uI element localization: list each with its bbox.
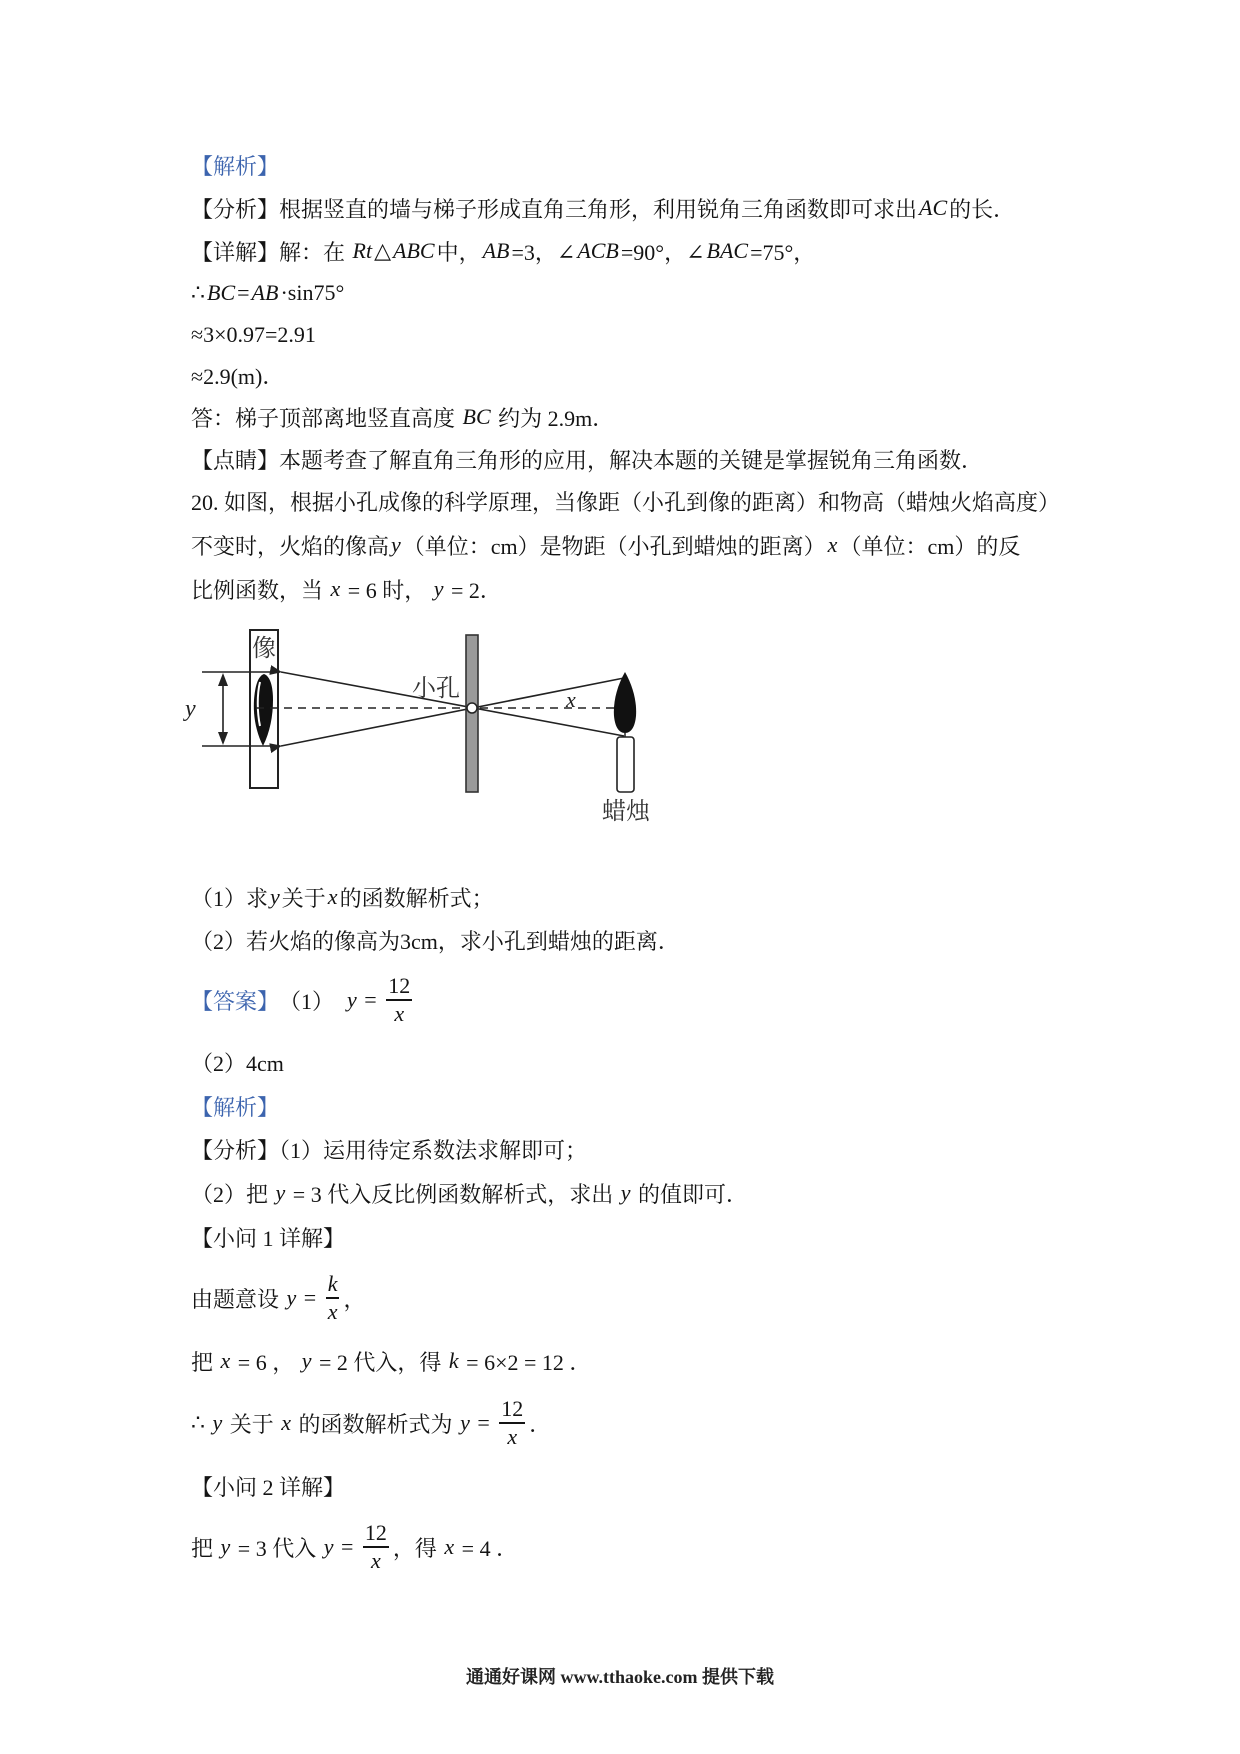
pinhole-diagram <box>180 620 680 830</box>
fraction-numerator: 12 <box>364 1520 387 1546</box>
text-run: （单位：cm）是物距（小孔到蜡烛的距离） <box>402 533 826 559</box>
math-variable: y <box>347 987 357 1012</box>
math-variable: y <box>460 1410 470 1435</box>
text-run: = <box>237 280 250 305</box>
text-run: 关于 <box>224 1411 280 1437</box>
text-run: （1）求 <box>191 885 269 911</box>
comment-paragraph <box>191 445 983 473</box>
math-variable: y <box>620 1180 631 1205</box>
text-run: 把 <box>191 1349 219 1375</box>
answer-statement <box>191 403 614 431</box>
text-run: =3，∠ <box>511 239 576 265</box>
fraction-numerator: k <box>327 1271 338 1297</box>
math-variable: y <box>212 1410 223 1435</box>
math-variable: y <box>220 1534 231 1559</box>
subquestion-1 <box>191 883 494 911</box>
math-variable: y <box>286 1285 297 1310</box>
analysis-paragraph <box>191 1135 587 1163</box>
text-run: ． <box>529 1411 552 1437</box>
math-variable: y <box>275 1180 286 1205</box>
text-run: 【小问 1 详解】 <box>191 1225 346 1251</box>
section-tag: 【答案】 <box>191 988 280 1014</box>
math-variable: y <box>270 884 280 909</box>
analysis-heading <box>191 151 279 179</box>
text-run: 【点睛】本题考查了解直角三角形的应用，解决本题的关键是掌握锐角三角函数． <box>191 447 984 473</box>
text-run: （单位：cm）的反 <box>839 533 1021 559</box>
math-variable: ACB <box>577 238 619 263</box>
math-variable: x <box>827 532 838 557</box>
analysis-paragraph <box>191 1179 748 1207</box>
math-variable: x <box>220 1348 231 1373</box>
equation-line <box>191 361 284 389</box>
fraction <box>363 1520 389 1574</box>
math-variable: x <box>330 576 341 601</box>
fraction-denominator: x <box>507 1423 518 1449</box>
fraction <box>386 973 412 1027</box>
text-run: 【分析】（1）运用待定系数法求解即可； <box>191 1137 588 1163</box>
math-variable: y <box>323 1534 334 1559</box>
math-variable: ABC <box>393 238 435 263</box>
text-run: = <box>358 987 383 1012</box>
math-variable: x <box>444 1534 455 1559</box>
text-run: （2）把 <box>191 1181 274 1207</box>
text-run: = 6 时， <box>342 577 432 603</box>
analysis-paragraph <box>191 194 1015 222</box>
math-variable: y <box>391 532 401 557</box>
text-run: 的函数解析式为 <box>293 1411 459 1437</box>
text-run: （2）若火焰的像高为3cm，求小孔到蜡烛的距离． <box>191 928 680 954</box>
text-run: ， <box>343 1286 366 1312</box>
image-label: 像 <box>252 634 276 662</box>
text-run: ，得 <box>392 1535 443 1561</box>
text-run: = 3 代入反比例函数解析式，求出 <box>287 1181 619 1207</box>
text-run: （2）4cm <box>191 1050 284 1076</box>
problem-statement-line <box>191 575 502 603</box>
math-variable: AC <box>919 195 948 220</box>
math-variable: k <box>448 1348 459 1373</box>
text-run: 答：梯子顶部离地竖直高度 <box>191 405 461 431</box>
text-run: = 4 ． <box>456 1535 519 1561</box>
problem-statement-line <box>191 531 1020 559</box>
equation-line <box>191 279 344 307</box>
detail-paragraph <box>191 237 815 265</box>
text-run: = 6 ， <box>232 1349 300 1375</box>
pinhole-label: 小孔 <box>412 674 460 702</box>
text-run: ·sin75° <box>280 280 345 305</box>
text-run: =90°，∠ <box>620 239 705 265</box>
subquestion-1-detail-heading <box>191 1223 345 1251</box>
text-run: 【分析】根据竖直的墙与梯子形成直角三角形，利用锐角三角函数即可求出 <box>191 196 918 222</box>
text-run: ≈2.9(m)． <box>191 363 285 389</box>
text-run: ∴ <box>191 1410 211 1435</box>
text-run: 不变时，火焰的像高 <box>191 533 390 559</box>
answer-line-1 <box>191 971 416 1029</box>
fraction-denominator: x <box>371 1547 381 1573</box>
math-variable: y <box>301 1348 312 1373</box>
fraction <box>499 1396 525 1450</box>
fraction <box>326 1271 340 1325</box>
text-run: 关于 <box>281 885 326 911</box>
text-run: △ <box>374 238 391 263</box>
section-tag: 【解析】 <box>191 153 280 179</box>
solution-step <box>191 1347 591 1375</box>
math-variable: x <box>327 884 338 909</box>
text-run: = 2 代入，得 <box>313 1349 447 1375</box>
text-run: = 3 代入 <box>232 1535 322 1561</box>
text-run: ≈3×0.97=2.91 <box>191 322 316 347</box>
text-run: = <box>335 1534 359 1559</box>
height-arrowhead-top <box>218 673 228 686</box>
text-run: 约为 2.9m． <box>492 405 615 431</box>
distance-label: x <box>566 687 576 712</box>
text-run: 的长． <box>949 196 1016 222</box>
text-run: 把 <box>191 1535 219 1561</box>
text-run: = <box>471 1410 496 1435</box>
candle-label: 蜡烛 <box>602 797 650 825</box>
text-run: 的函数解析式； <box>339 885 494 911</box>
math-variable: x <box>281 1410 292 1435</box>
fraction-numerator: 12 <box>501 1396 524 1422</box>
text-run: = 6×2 = 12 ． <box>460 1349 592 1375</box>
solution-step <box>191 1269 365 1327</box>
problem-statement-line <box>191 487 1060 515</box>
fraction-numerator: 12 <box>388 973 411 999</box>
math-variable: BC <box>207 280 236 305</box>
text-run: 【详解】解：在 <box>191 239 351 265</box>
subquestion-2 <box>191 926 680 954</box>
math-variable: BC <box>462 404 491 429</box>
text-run: 由题意设 <box>191 1286 285 1312</box>
text-run: = <box>298 1285 322 1310</box>
text-run: （1） <box>279 988 346 1014</box>
section-tag: 【解析】 <box>191 1094 280 1120</box>
answer-line-2 <box>191 1048 284 1076</box>
height-arrowhead-bottom <box>218 732 228 745</box>
page-footer: 通通好课网 www.tthaoke.com 提供下载 <box>466 1667 774 1687</box>
solution-step <box>191 1518 518 1576</box>
subquestion-2-detail-heading <box>191 1472 345 1500</box>
text-run: 比例函数，当 <box>191 577 329 603</box>
math-variable: y <box>433 576 444 601</box>
solution-conclusion <box>191 1394 551 1452</box>
candle-flame <box>614 672 636 733</box>
text-run: = 2． <box>445 577 502 603</box>
math-variable: BAC <box>706 238 749 263</box>
fraction-denominator: x <box>327 1298 338 1324</box>
fraction-denominator: x <box>394 1000 405 1026</box>
math-variable: Rt <box>352 238 373 263</box>
text-run: 中， <box>436 239 481 265</box>
math-variable: AB <box>482 238 510 263</box>
candle-body <box>617 737 634 792</box>
text-run: 20. 如图，根据小孔成像的科学原理，当像距（小孔到像的距离）和物高（蜡烛火焰高度） <box>191 489 1061 515</box>
text-run: 【小问 2 详解】 <box>191 1474 346 1500</box>
analysis-heading <box>191 1092 279 1120</box>
text-run: 的值即可． <box>632 1181 748 1207</box>
text-run: =75°， <box>750 239 816 265</box>
math-variable: AB <box>251 280 279 305</box>
pinhole <box>467 703 477 713</box>
height-label: y <box>185 696 196 722</box>
text-run: ∴ <box>191 280 205 305</box>
equation-line <box>191 321 316 349</box>
